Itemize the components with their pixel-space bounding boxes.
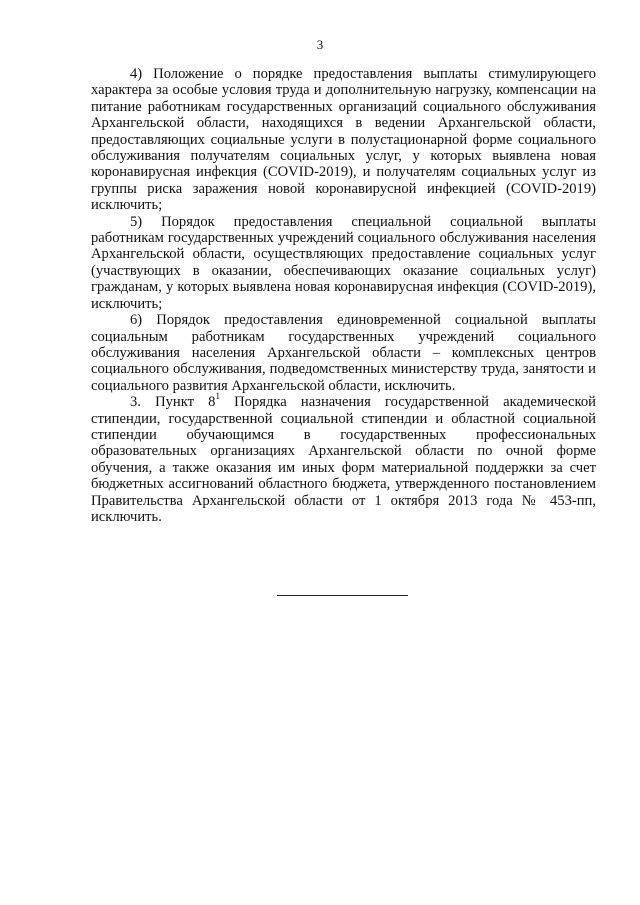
- end-divider-line: [277, 595, 408, 596]
- paragraph-item-4: 4) Положение о порядке предоставления выплаты стимулирующего характера за особые условия труда и дополнительную нагрузку, компенсации на питание работникам государственных организаций социального обслуживания Архангельской области, находящихся в ведении Архангельской области, предоставляющих социальные услуги в полустационарной форме социального обслуживания получателям социальных услуг, у которых выявлена новая коронавирусная инфекция (COVID-2019), и получателям социальных услуг из группы риска заражения новой коронавирусной инфекцией (COVID-2019) исключить;: [91, 66, 596, 214]
- paragraph-item-6: 6) Порядок предоставления единовременной социальной выплаты социальным работникам государственных учреждений социального обслуживания населения Архангельской области – комплексных центров социального обслуживания, подведомственных министерству труда, занятости и социального развития Архангельской области, исключить.: [91, 312, 596, 394]
- paragraph-point-3-rest: Порядка назначения государственной академической стипендии, государственной социальной стипендии и областной социальной стипендии обучающимся в государственных профессиональных образовательных организациях Архангельской области по очной форме обучения, а также оказания им иных форм материальной поддержки за счет бюджетных ассигнований областного бюджета, утвержденного постановлением Правительства Архангельской области от 1 октября 2013 года № 453-пп, исключить.: [91, 394, 596, 525]
- paragraph-point-3: [91, 391, 596, 525]
- superscript-mark: 1: [215, 391, 220, 402]
- paragraph-point-3-start: 3. Пункт 8: [130, 394, 216, 411]
- document-body: [91, 66, 596, 525]
- page-number: 3: [316, 37, 324, 52]
- paragraph-item-5: 5) Порядок предоставления специальной социальной выплаты работникам государственных учреждений социального обслуживания населения Архангельской области, осуществляющих предоставление социальных услуг (участвующих в оказании, обеспечивающих оказание социальных услуг) гражданам, у которых выявлена новая коронавирусная инфекция (COVID-2019), исключить;: [91, 213, 596, 312]
